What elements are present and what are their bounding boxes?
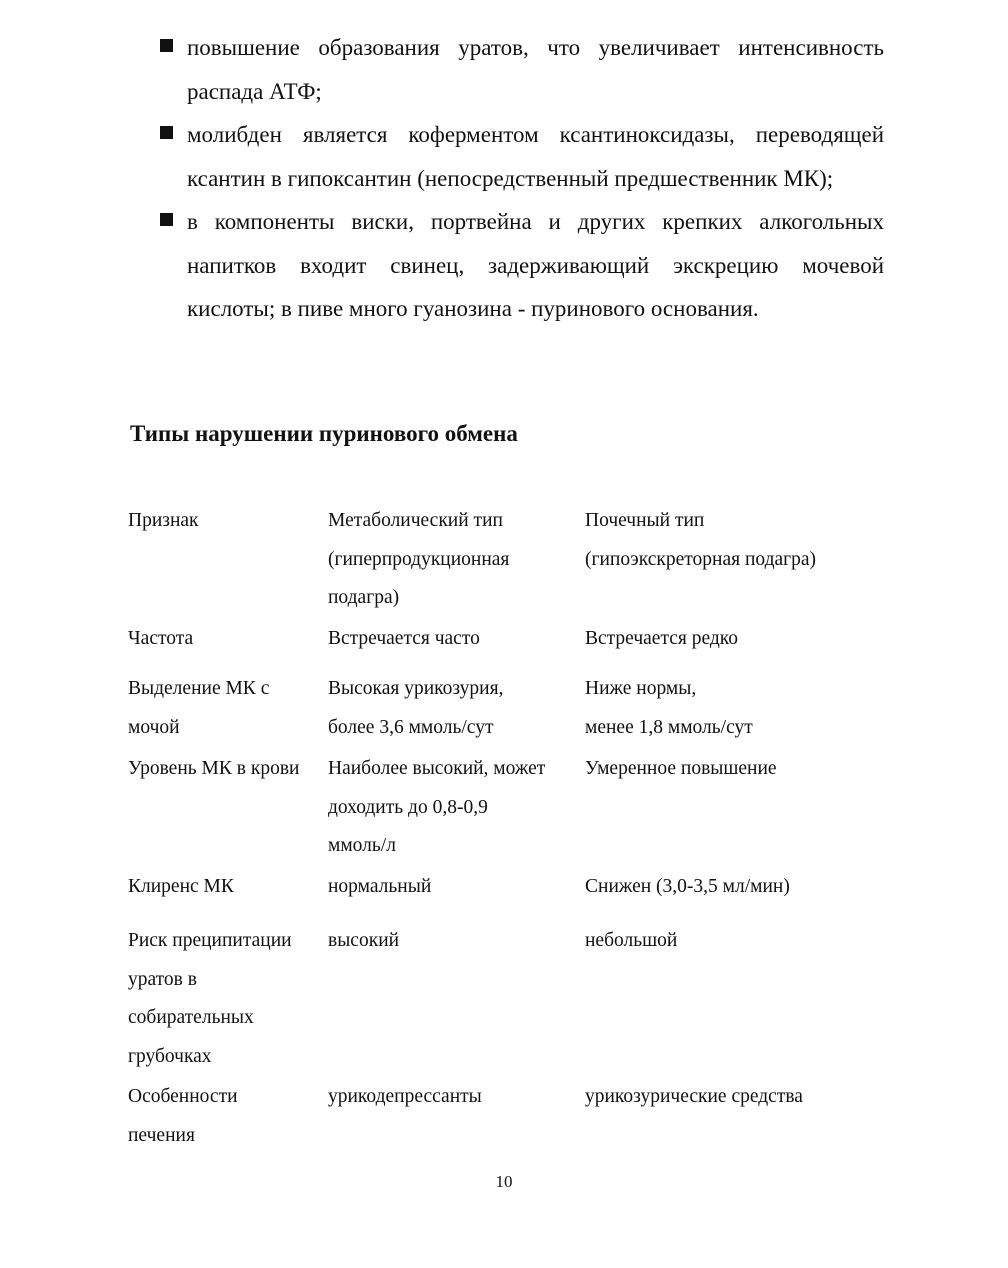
bullet-item — [160, 26, 884, 113]
table-row — [128, 1078, 875, 1158]
table-cell: высокий — [328, 930, 400, 951]
bullet-item — [160, 200, 884, 331]
table-cell: Почечный тип (гипоэкскреторная подагра) — [585, 510, 817, 570]
table-cell: Метаболический тип (гиперпродукционная подагра) — [328, 510, 510, 609]
table-cell: Ниже нормы, менее 1,8 ммоль/сут — [585, 678, 753, 738]
bullet-text: в компоненты виски, портвейна и других крепких алкогольных напитков входит свинец, задерживающий экскрецию мочевой кислоты; в пиве много гуанозина - пуринового основания. — [187, 209, 884, 321]
table-cell: небольшой — [585, 930, 678, 951]
square-bullet-icon — [160, 39, 173, 52]
square-bullet-icon — [160, 213, 173, 226]
table-cell: Риск преципитации уратов в собирательных грубочках — [128, 930, 292, 1067]
bullet-item — [160, 113, 884, 200]
comparison-table — [128, 502, 875, 1158]
table-row — [128, 922, 875, 1078]
bullet-text: повышение образования уратов, что увеличивает интенсивность распада АТФ; — [187, 35, 884, 104]
table-cell: урикодепрессанты — [328, 1086, 482, 1107]
table-cell: Частота — [128, 628, 194, 649]
table-row — [128, 502, 875, 620]
table-cell: Снижен (3,0-3,5 мл/мин) — [585, 876, 790, 897]
table-cell: Встречается редко — [585, 628, 739, 649]
table-cell: Клиренс МК — [128, 876, 234, 897]
table-row — [128, 670, 875, 750]
table-cell: Умеренное повышение — [585, 758, 777, 779]
table-cell: Признак — [128, 510, 199, 531]
table-cell: нормальный — [328, 876, 432, 897]
table-row — [128, 868, 875, 922]
table-cell: Выделение МК с мочой — [128, 678, 270, 738]
page-number: 10 — [495, 1172, 513, 1191]
table-cell: Особенности печения — [128, 1086, 238, 1146]
bullet-list — [160, 26, 884, 331]
table-cell: Наиболее высокий, может доходить до 0,8-0,9 ммоль/л — [328, 758, 546, 857]
square-bullet-icon — [160, 126, 173, 139]
table-cell: Встречается часто — [328, 628, 480, 649]
table-cell: Высокая урикозурия, более 3,6 ммоль/сут — [328, 678, 504, 738]
bullet-text: молибден является коферментом ксантиноксидазы, переводящей ксантин в гипоксантин (непосредственный предшественник МК); — [187, 122, 884, 191]
table-cell: урикозурические средства — [585, 1086, 803, 1107]
table-row — [128, 750, 875, 868]
table-row — [128, 620, 875, 670]
table-cell: Уровень МК в крови — [128, 758, 300, 779]
section-heading: Типы нарушении пуринового обмена — [130, 421, 518, 446]
